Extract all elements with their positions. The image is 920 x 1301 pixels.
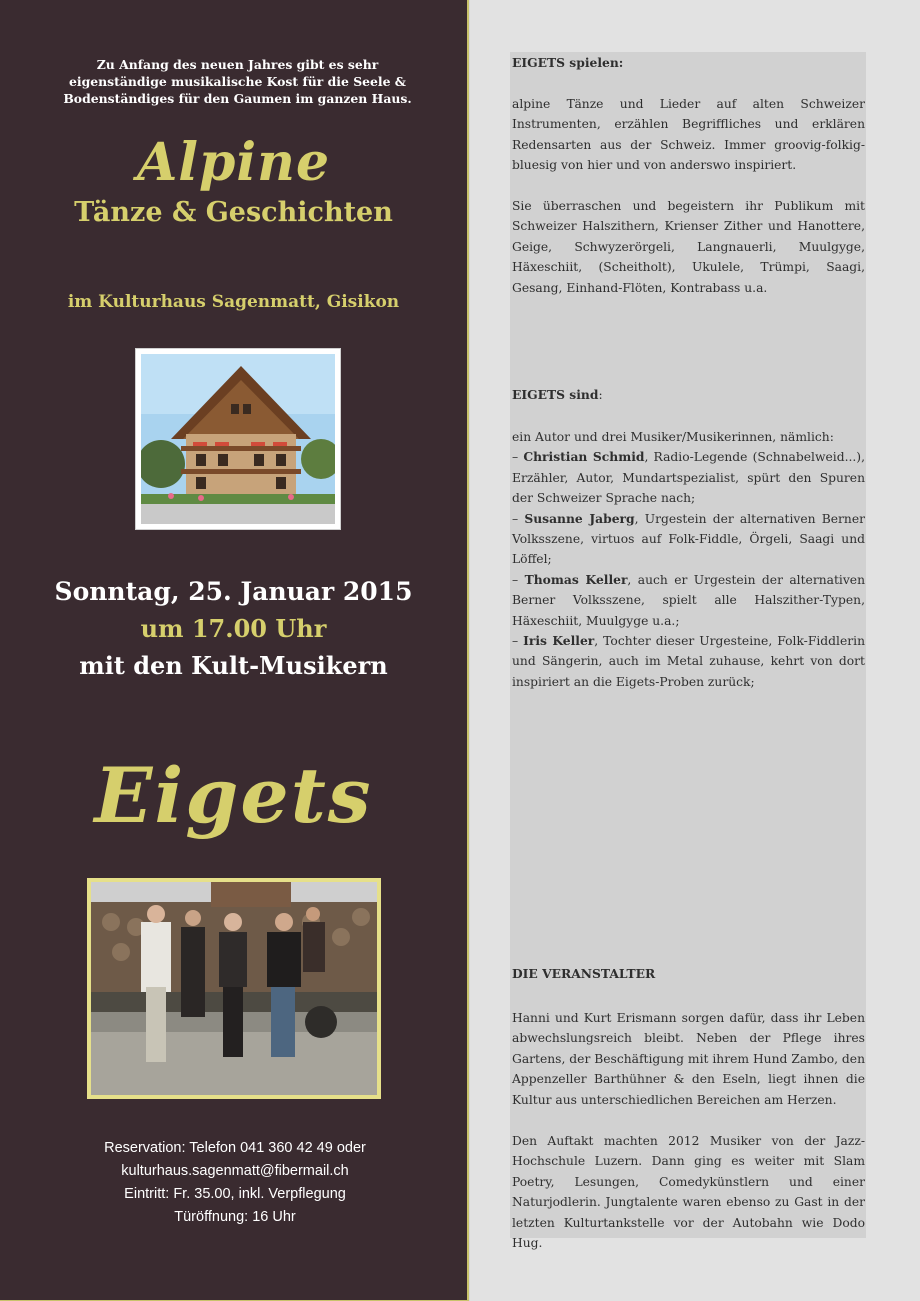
band-photo: [87, 878, 381, 1099]
member-item: – Iris Keller, Tochter dieser Urgesteine, Folk-Fiddlerin und Sängerin, auch im Metal zuhause, kehrt von dort inspiriert an die Eigets-Proben zurück;: [512, 633, 865, 689]
intro-text: Zu Anfang des neuen Jahres gibt es sehr eigenständige musikalische Kost für die Seele & Bodenständiges für den Gaumen im ganzen Haus.: [63, 57, 412, 106]
play-paragraph-2: Sie überraschen und begeistern ihr Publikum mit Schweizer Halszithern, Krienser Zither und Hanottere, Geige, Schwyzerörgeli, Langnauerli, Muulgyge, Häxeschiit, (Scheitholt), Ukulele, Trümpi, Saagi, Gesang, Einhand-Flöten, Kontrabass u.a.: [512, 199, 865, 295]
door-opening: Türöffnung: 16 Uhr: [174, 1209, 296, 1225]
with-line: mit den Kult-Musikern: [79, 651, 388, 680]
member-item: – Susanne Jaberg, Urgestein der alternativen Berner Volksszene, virtuos auf Folk-Fiddle, Örgeli, Saagi und Löffel;: [512, 510, 866, 567]
reservation-email[interactable]: kulturhaus.sagenmatt@fibermail.ch: [121, 1163, 349, 1179]
house-photo: [135, 348, 341, 530]
band-name: Eigets: [94, 751, 373, 840]
reservation-info: [40, 1137, 430, 1229]
admission-price: Eintritt: Fr. 35.00, inkl. Verpflegung: [124, 1186, 346, 1202]
organizers-paragraph-1: Hanni und Kurt Erismann sorgen dafür, dass ihr Leben abwechslungsreich bleibt. Neben der Pflege ihres Gartens, der Beschäftigung mit ihrem Hund Zambo, den Appenzeller Barthühner & den Eseln, liegt ihnen die Kultur aus unterschiedlichen Bereichen am Herzen.: [512, 1011, 865, 1107]
play-paragraph-1: alpine Tänze und Lieder auf alten Schweizer Instrumenten, erzählen Begriffliches und erklären Redensarten aus der Schweiz. Immer groovig-folkig-bluesig von hier und von anderswo inspiriert.: [512, 97, 865, 173]
are-heading: EIGETS sind:: [512, 387, 603, 402]
band-image: [91, 882, 377, 1095]
play-heading: EIGETS spielen:: [512, 55, 624, 70]
event-time: um 17.00 Uhr: [140, 614, 327, 643]
venue: im Kulturhaus Sagenmatt, Gisikon: [67, 292, 400, 312]
members-intro: ein Autor und drei Musiker/Musikerinnen, nämlich:: [512, 430, 834, 444]
reservation-phone: Reservation: Telefon 041 360 42 49 oder: [104, 1140, 366, 1156]
member-item: – Christian Schmid, Radio-Legende (Schnabelweid...), Erzähler, Autor, Mundartspezialist, spürt den Spuren der Schweizer Sprache nach;: [512, 449, 866, 506]
subtitle: Tänze & Geschichten: [74, 197, 393, 228]
organizers-paragraph-2: Den Auftakt machten 2012 Musiker von der Jazz-Hochschule Luzern. Dann ging es weiter mit Slam Poetry, Lesungen, Comedykünstlern und einer Naturjodlerin. Jungtalente waren ebenso zu Gast in der letzten Kulturtankstelle vor der Autobahn wie Dodo Hug.: [512, 1134, 865, 1251]
members-section: [512, 427, 865, 692]
house-image: [141, 354, 335, 524]
organizers-heading: DIE VERANSTALTER: [512, 966, 656, 981]
headline: Alpine: [136, 132, 331, 193]
event-date: Sonntag, 25. Januar 2015: [54, 577, 413, 606]
member-item: – Thomas Keller, auch er Urgestein der alternativen Berner Volksszene, spielt alle Halszither-Typen, Häxeschiit, Muulgyge u.a.;: [512, 571, 865, 628]
